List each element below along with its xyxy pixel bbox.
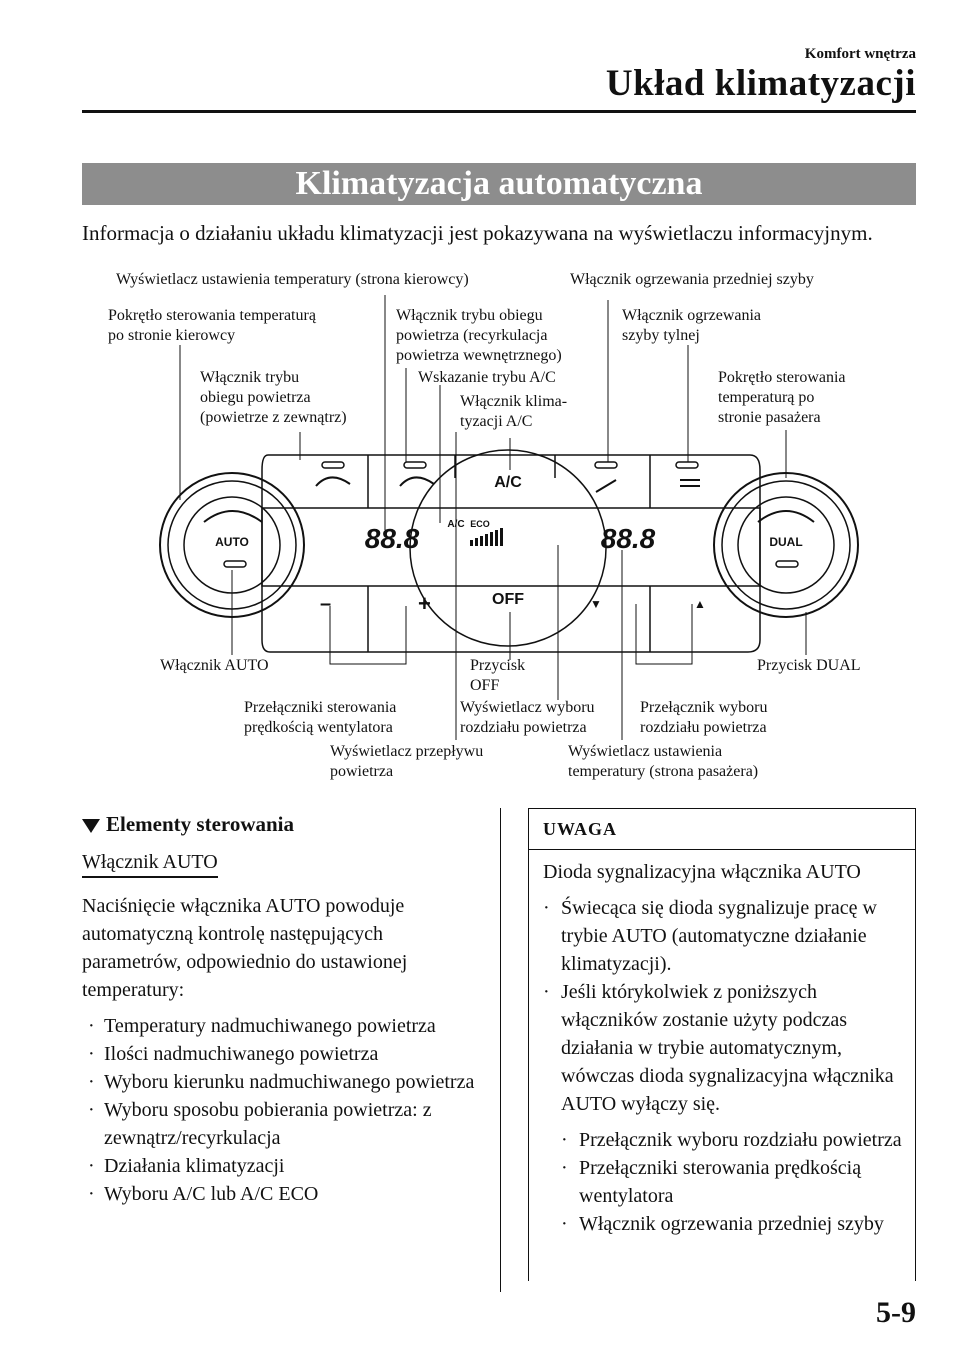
label-front-defrost: Włącznik ogrzewania przedniej szyby [570, 271, 814, 288]
triangle-icon [82, 819, 100, 833]
mode-down-arrow: ▼ [590, 597, 602, 611]
label-fan-switches: Przełączniki sterowania prędkością wentylatora [244, 699, 397, 736]
note-subitem: · Przełącznik wyboru rozdziału powietrza [561, 1126, 915, 1154]
fan-plus-symbol: + [418, 591, 431, 616]
note-subitem: · Przełączniki sterowania prędkością wentylatora [561, 1154, 915, 1210]
label-dual-button: Przycisk DUAL [757, 657, 861, 674]
label-temp-display-passenger: Wyświetlacz ustawienia temperatury (strona pasażera) [568, 743, 759, 780]
ac-indicator: A/C [447, 519, 465, 530]
label-ac-switch: Włącznik klima- tyzacji A/C [460, 393, 568, 430]
auto-controlled-list [88, 1012, 488, 1208]
note-list [543, 894, 915, 1118]
controls-heading-text: Elementy sterowania [106, 812, 295, 836]
auto-switch-paragraph: Naciśnięcie włącznika AUTO powoduje automatyczną kontrolę następujących parametrów, odpowiednio do ustawionej temperatury: [82, 895, 408, 1001]
note-item: · Jeśli którykolwiek z poniższych włączników zostanie użyty podczas działania w trybie automatycznym, wówczas dioda sygnalizacyjna włącznika AUTO wyłączy się. [543, 978, 915, 1118]
controls-heading [82, 812, 294, 837]
list-item: · Temperatury nadmuchiwanego powietrza [88, 1012, 488, 1040]
label-off-button: Przycisk OFF [470, 657, 526, 694]
label-temp-display-driver: Wyświetlacz ustawienia temperatury (strona kierowcy) [116, 271, 469, 288]
off-button-text: OFF [492, 591, 524, 608]
section-banner: Klimatyzacja automatyczna [82, 163, 916, 205]
label-fresh-air-switch: Włącznik trybu obiegu powietrza (powietrze z zewnątrz) [200, 369, 347, 426]
note-item: · Świecąca się dioda sygnalizuje pracę w trybie AUTO (automatyczne działanie klimatyzacji). [543, 894, 915, 978]
label-mode-display: Wyświetlacz wyboru rozdziału powietrza [460, 699, 595, 736]
label-rear-defrost: Włącznik ogrzewania szyby tylnej [622, 307, 762, 344]
list-item: · Wyboru A/C lub A/C ECO [88, 1180, 488, 1208]
mode-up-arrow: ▲ [694, 597, 706, 611]
note-sublist [543, 1126, 915, 1238]
label-airflow-display: Wyświetlacz przepływu powietrza [330, 743, 484, 780]
eco-indicator: ECO [470, 519, 490, 529]
rear-defrost-icon [680, 480, 700, 486]
list-item: · Działania klimatyzacji [88, 1152, 488, 1180]
auto-button-text: AUTO [215, 535, 249, 549]
page-number: 5-9 [876, 1296, 916, 1329]
label-passenger-knob: Pokrętło sterowania temperaturą po stronie pasażera [718, 369, 846, 426]
note-box [528, 808, 916, 1281]
front-defrost-icon [596, 480, 616, 492]
fresh-air-icon [316, 477, 350, 486]
note-title: UWAGA [529, 809, 915, 850]
auto-switch-subheading: Włącznik AUTO [82, 851, 218, 878]
driver-temp-digits: 88.8 [364, 523, 420, 554]
section-name: Komfort wnętrza [804, 46, 916, 62]
list-item: · Wyboru sposobu pobierania powietrza: z zewnątrz/recyrkulacja [88, 1096, 488, 1152]
label-driver-knob: Pokrętło sterowania temperaturą po stronie kierowcy [108, 307, 316, 344]
recirc-icon [400, 477, 434, 486]
passenger-temp-digits: 88.8 [600, 523, 656, 554]
ac-button-text: A/C [494, 474, 522, 491]
fan-minus-symbol: – [320, 593, 332, 615]
page-title: Układ klimatyzacji [605, 63, 916, 104]
column-divider [500, 808, 501, 1292]
list-item: · Ilości nadmuchiwanego powietrza [88, 1040, 488, 1068]
dual-button-text: DUAL [769, 535, 803, 549]
list-item: · Wyboru kierunku nadmuchiwanego powietrza [88, 1068, 488, 1096]
label-mode-switch: Przełącznik wyboru rozdziału powietrza [640, 699, 768, 736]
airflow-bars [470, 528, 503, 546]
label-recirc-switch: Włącznik trybu obiegu powietrza (recyrkulacja powietrza wewnętrznego) [396, 307, 562, 364]
label-ac-mode-indicator: Wskazanie trybu A/C [418, 369, 556, 386]
note-lead: Dioda sygnalizacyjna włącznika AUTO [543, 861, 861, 883]
note-subitem: · Włącznik ogrzewania przedniej szyby [561, 1210, 915, 1238]
label-auto-switch: Włącznik AUTO [160, 657, 269, 674]
display-strip [262, 508, 760, 586]
intro-text: Informacja o działaniu układu klimatyzacji jest pokazywana na wyświetlaczu informacyjnym. [82, 221, 873, 245]
